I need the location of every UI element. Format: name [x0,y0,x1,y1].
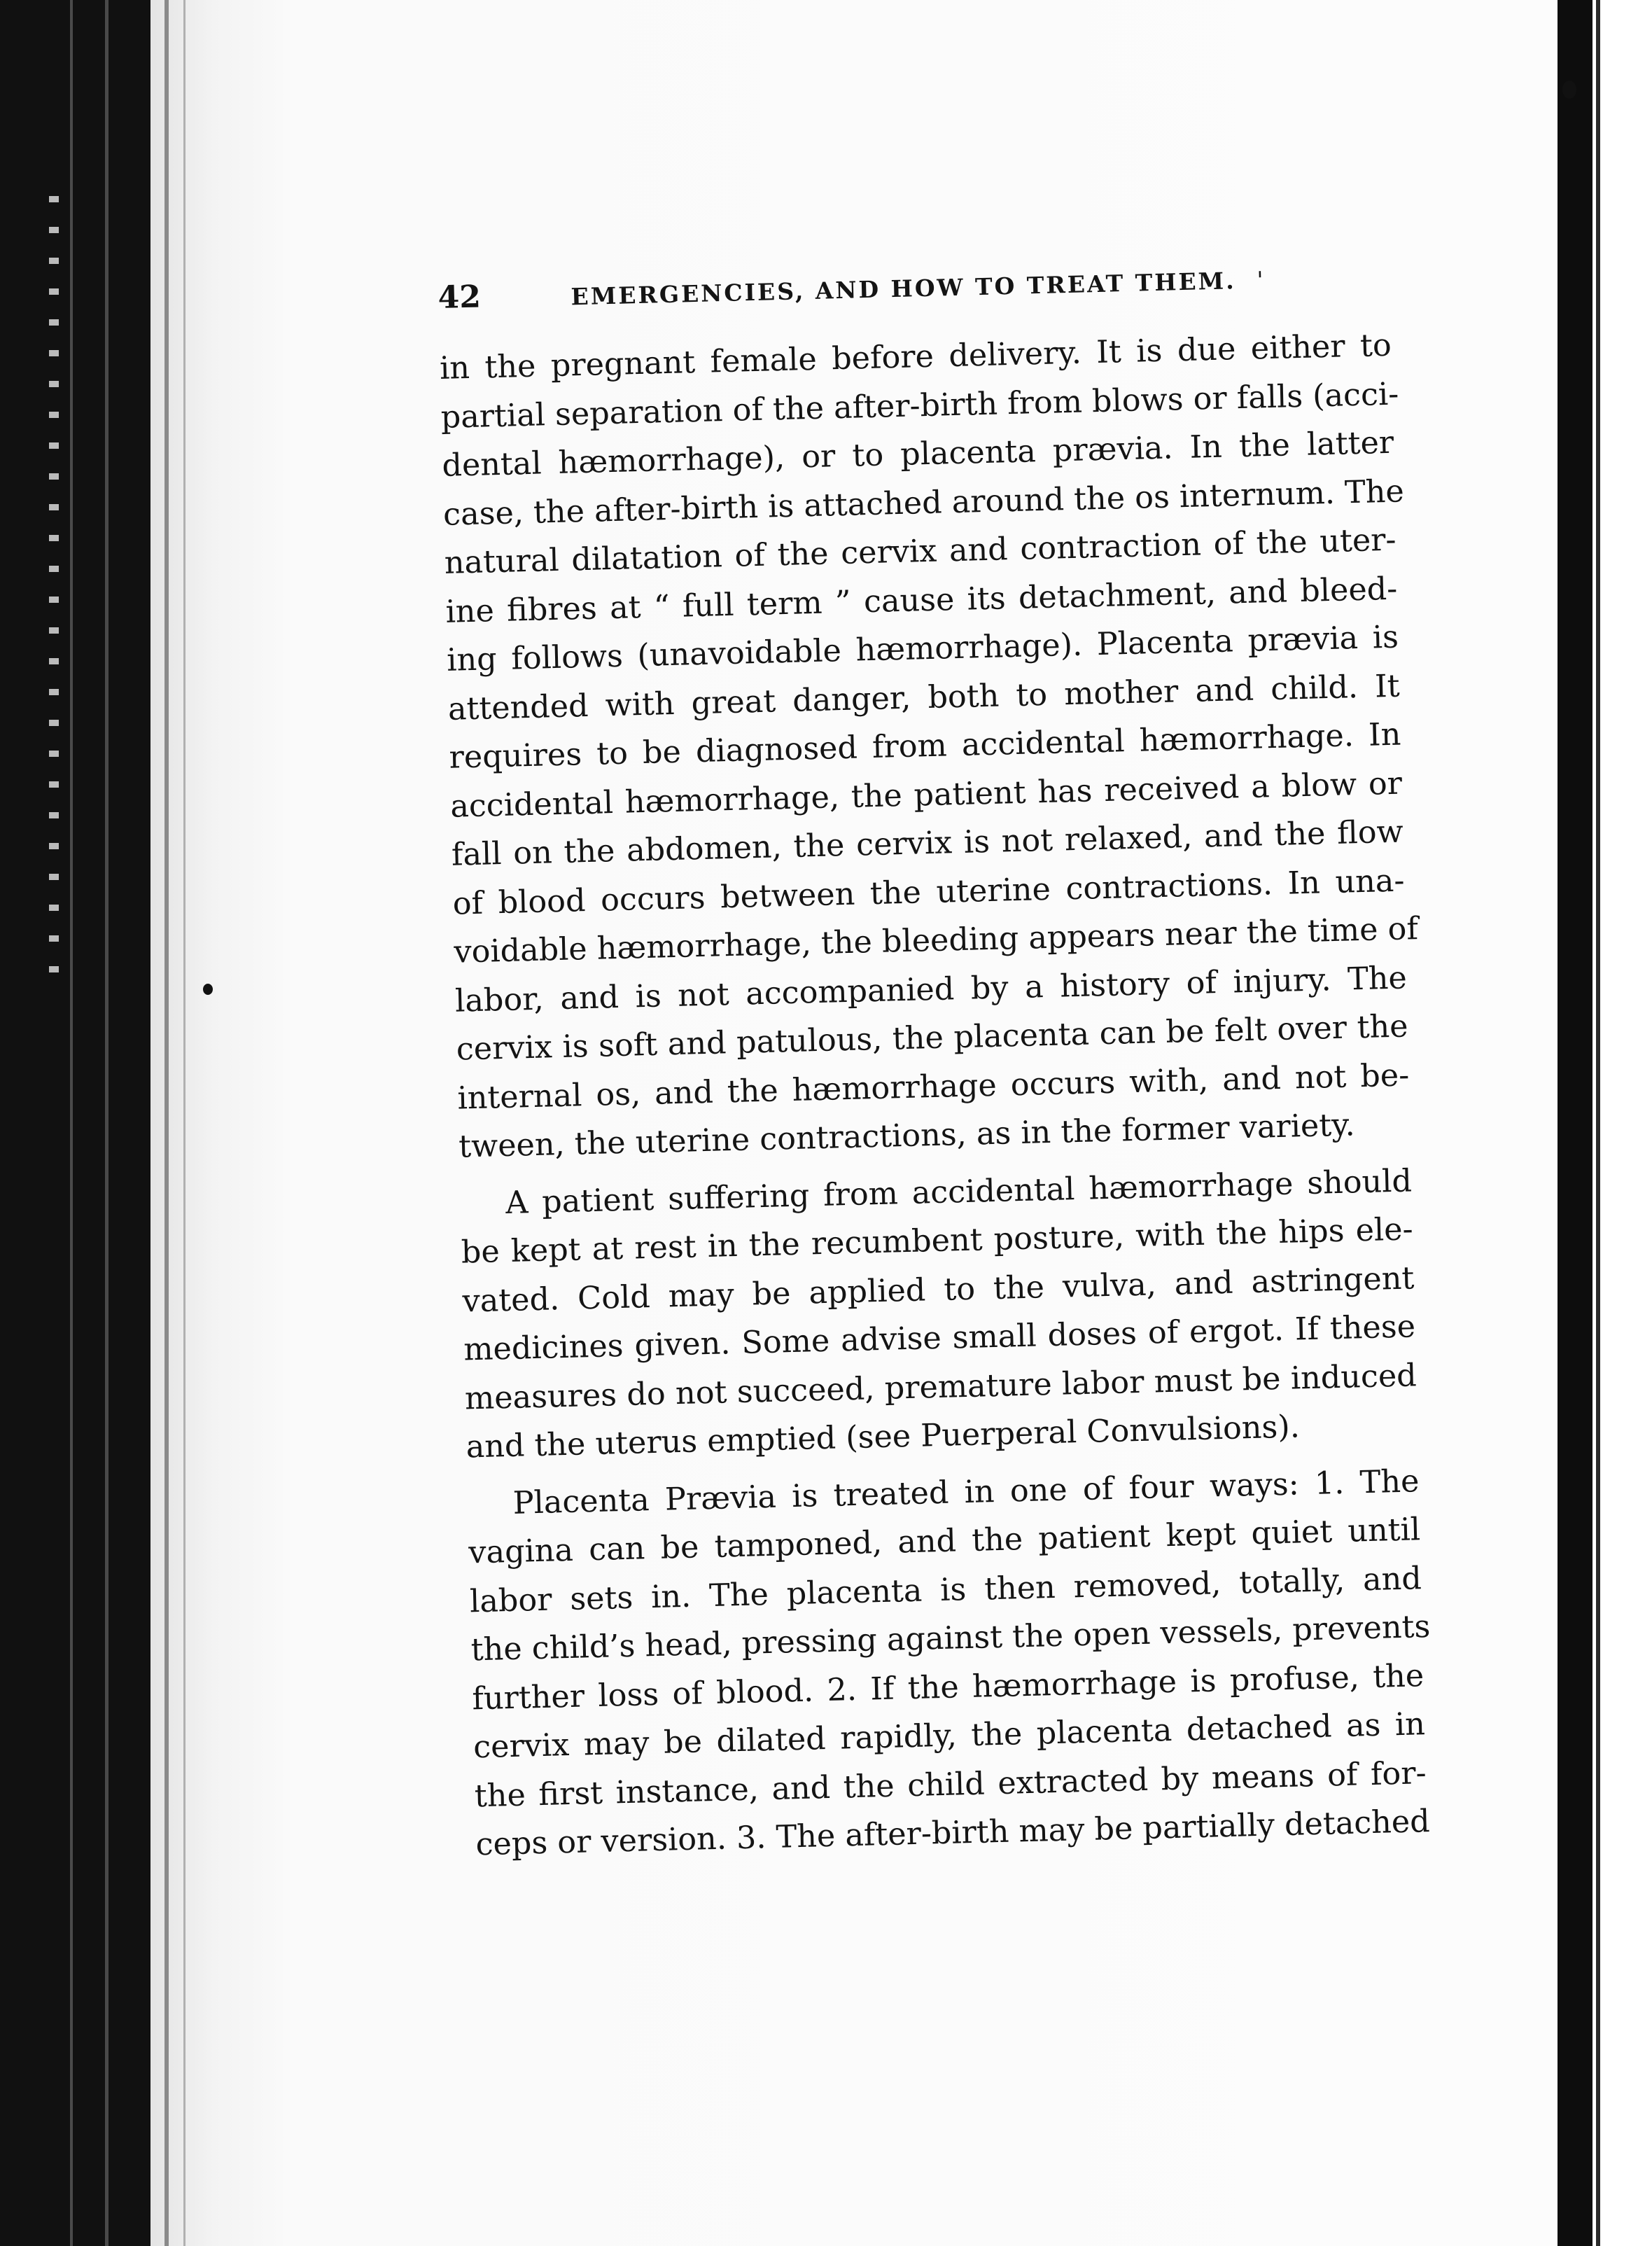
text-line: vated. Cold may be applied to the vulva, and astringent [462,1260,1415,1320]
text-line: cervix is soft and patulous, the placenta can be felt over the [456,1008,1409,1068]
text-line: the first instance, and the child extracted by means of for- [474,1755,1427,1814]
text-line: partial separation of the after-birth from blows or falls (acci- [440,376,1399,435]
text-line: labor, and is not accompanied by a history of injury. The [454,959,1408,1019]
text-line: voidable hæmorrhage, the bleeding appears near the time of [453,911,1419,970]
text-line: dental hæmorrhage), or to placenta prævia. In the latter [441,424,1394,484]
page-text [438,257,1431,1869]
text-line: vagina can be tamponed, and the patient kept quiet until [468,1512,1421,1571]
text-line: ceps or version. 3. The after-birth may be partially detached [475,1804,1431,1863]
text-line: fall on the abdomen, the cervix is not relaxed, and the flow [451,814,1404,873]
text-line: case, the after-birth is attached around the os internum. The [442,473,1405,533]
text-line: and the uterus emptied (see Puerperal Convulsions). [465,1409,1301,1465]
binding-stitching [49,196,59,987]
ink-speck [203,984,213,995]
binding-edge-line [70,0,73,2246]
text-line: attended with great danger, both to mother and child. It [447,668,1401,727]
running-head-mark: ' [1256,266,1264,294]
text-line: cervix may be dilated rapidly, the placenta detached as in [472,1706,1426,1766]
right-page-edge [1596,0,1600,2246]
page-fold-line [164,0,169,2246]
text-line: in the pregnant female before delivery. It is due either to [439,327,1392,386]
paragraph [467,1457,1431,1869]
text-line: Placenta Prævia is treated in one of four ways: 1. The [512,1463,1420,1521]
text-line: natural dilatation of the cervix and contraction of the uter- [444,522,1397,581]
text-line: measures do not succeed, premature labor must be induced [464,1357,1418,1417]
running-head-title: EMERGENCIES, AND HOW TO TREAT THEM. [570,267,1237,311]
right-page-edge [1558,0,1592,2246]
binding-edge-line [105,0,108,2246]
page-number: 42 [438,279,482,316]
text-line: be kept at rest in the recumbent posture, with the hips ele- [461,1211,1414,1271]
text-line: labor sets in. The placenta is then removed, totally, and [469,1560,1422,1619]
text-line: medicines given. Some advise small doses of ergot. If these [463,1309,1416,1368]
page-fold-line [183,0,186,2246]
text-line: ing follows (unavoidable hæmorrhage). Placenta prævia is [446,619,1399,678]
ink-speck [1562,81,1576,99]
text-line: accidental hæmorrhage, the patient has received a blow or [449,765,1403,825]
text-line: of blood occurs between the uterine contractions. In una- [452,863,1405,922]
paragraph [459,1157,1418,1472]
text-line: internal os, and the hæmorrhage occurs with, and not be- [456,1056,1410,1117]
text-line: A patient suffering from accidental hæmorrhage should [505,1162,1413,1221]
text-line: further loss of blood. 2. If the hæmorrhage is profuse, the [471,1657,1424,1717]
text-line: the child’s head, pressing against the open vessels, prevents [470,1608,1431,1668]
text-line: tween, the uterine contractions, as in the former variety. [458,1107,1356,1165]
paragraph [439,321,1419,1171]
book-binding [0,0,150,2246]
text-line: ine fibres at “ full term ” cause its detachment, and bleed- [444,571,1398,630]
text-line: requires to be diagnosed from accidental hæmorrhage. In [449,716,1401,776]
